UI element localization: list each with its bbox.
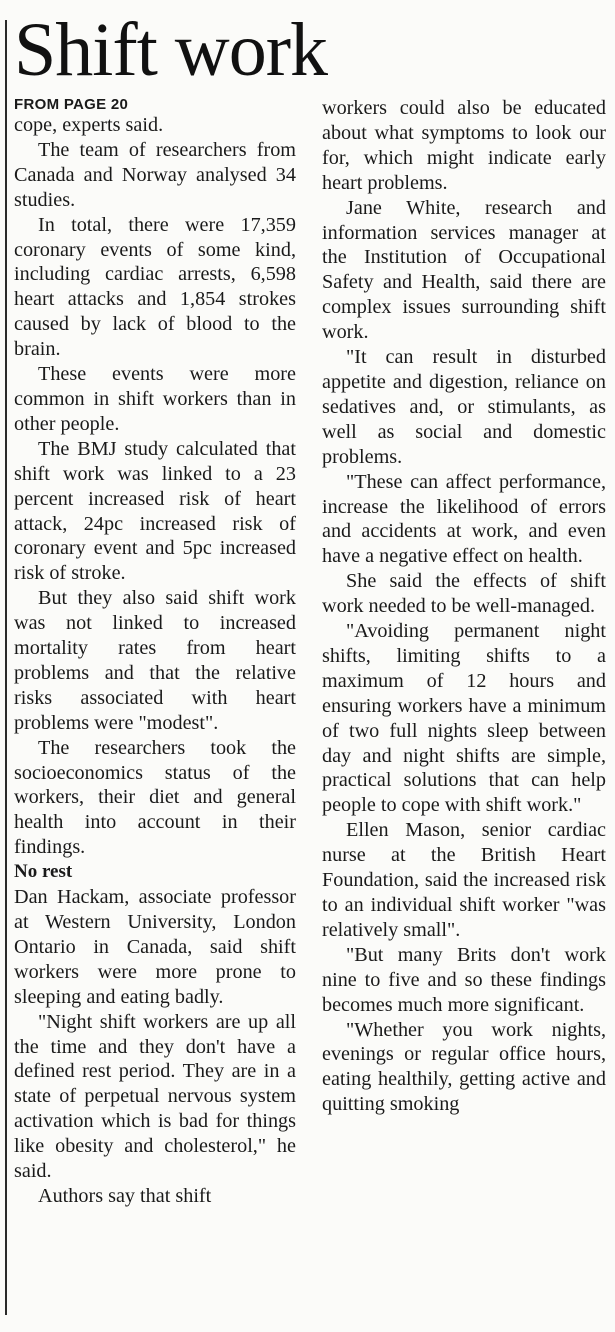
page-kicker: FROM PAGE 20: [14, 96, 129, 113]
column-rule: [5, 20, 7, 1315]
paragraph: In total, there were 17,359 coronary events of some kind, including cardiac arrests, 6,598 heart attacks and 1,854 strokes caused by lack of blood to the brain.: [14, 213, 296, 361]
paragraph: "But many Brits don't work nine to five and so these findings becomes much more significant.: [322, 943, 606, 1016]
headline: Shift work: [14, 8, 327, 92]
paragraph: "Avoiding permanent night shifts, limiting shifts to a maximum of 12 hours and ensuring workers have a minimum of two full nights sleep between day and night shifts are simple, practical solutions that can help people to cope with shift work.": [322, 620, 606, 817]
paragraph: She said the effects of shift work needed to be well-managed.: [322, 570, 606, 618]
left-column: [14, 96, 296, 1209]
paragraph: The team of researchers from Canada and Norway analysed 34 studies.: [14, 138, 296, 211]
paragraph: Dan Hackam, associate professor at Western University, London Ontario in Canada, said shift workers were more prone to sleeping and eating badly.: [14, 886, 296, 1008]
right-column: [322, 96, 606, 1117]
paragraph: workers could also be educated about what symptoms to look our for, which might indicate early heart problems.: [322, 97, 606, 194]
paragraph: "These can affect performance, increase the likelihood of errors and accidents at work, and even have a negative effect on health.: [322, 470, 606, 568]
paragraph: The researchers took the socioeconomics status of the workers, their diet and general health into account in their findings.: [14, 736, 296, 859]
paragraph: Jane White, research and information services manager at the Institution of Occupational Safety and Health, said there are complex issues surrounding shift work.: [322, 196, 606, 344]
paragraph: cope, experts said.: [14, 114, 164, 136]
paragraph: "Night shift workers are up all the time and they don't have a defined rest period. They are in a state of perpetual nervous system activation which is bad for things like obesity and cholesterol," he said.: [14, 1010, 296, 1183]
paragraph: "Whether you work nights, evenings or regular office hours, eating healthily, getting active and quitting smoking: [322, 1018, 606, 1116]
paragraph: Authors say that shift: [38, 1184, 212, 1207]
paragraph: The BMJ study calculated that shift work was linked to a 23 percent increased risk of heart attack, 24pc increased risk of coronary event and 5pc increased risk of stroke.: [14, 437, 296, 585]
paragraph: "It can result in disturbed appetite and digestion, reliance on sedatives and, or stimulants, as well as social and domestic problems.: [322, 346, 606, 468]
paragraph: These events were more common in shift workers than in other people.: [14, 363, 296, 435]
subheading: No rest: [14, 861, 73, 883]
paragraph: Ellen Mason, senior cardiac nurse at the British Heart Foundation, said the increased risk to an individual shift worker "was relatively small".: [322, 819, 606, 941]
paragraph: But they also said shift work was not linked to increased mortality rates from heart problems and that the relative risks associated with heart problems were "modest".: [14, 587, 296, 734]
